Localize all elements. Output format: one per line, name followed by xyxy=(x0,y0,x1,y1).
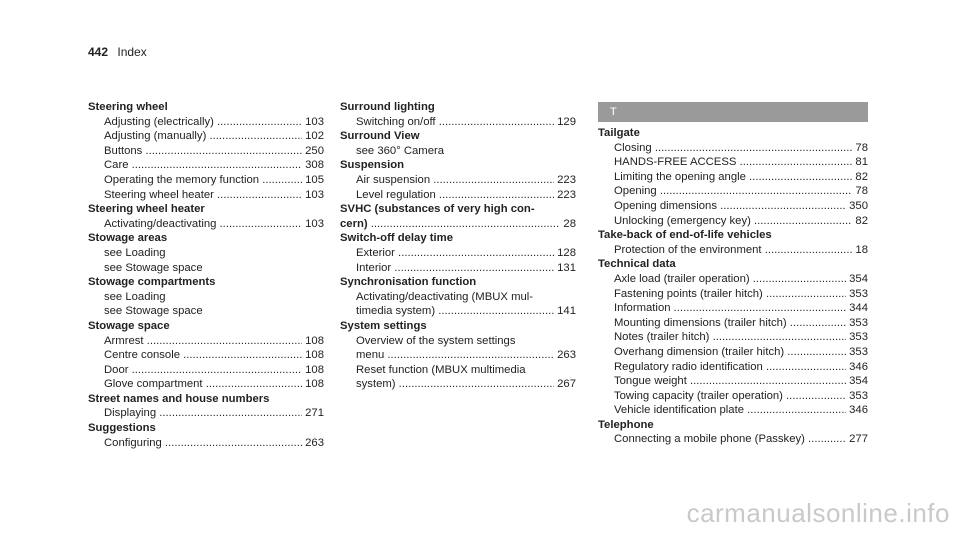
index-entry[interactable]: Opening dimensions ..... 350 xyxy=(598,199,868,214)
page-title: Index xyxy=(117,45,147,59)
index-heading: Surround View xyxy=(340,130,420,143)
index-heading: Suggestions xyxy=(88,422,156,435)
index-entry[interactable]: Overhang dimension (trailer hitch) ..... 353 xyxy=(598,345,868,360)
index-heading: Stowage space xyxy=(88,319,170,332)
index-entry-text: Overview of the system settings xyxy=(356,334,516,347)
index-heading: Street names and house numbers xyxy=(88,392,270,405)
index-column-3 xyxy=(598,102,868,447)
index-heading: Synchronisation function xyxy=(340,276,477,289)
index-entry[interactable]: Closing ..... 78 xyxy=(598,141,868,156)
index-entry-text: Reset function (MBUX multimedia xyxy=(356,363,526,376)
index-heading: System settings xyxy=(340,319,427,332)
index-entry[interactable]: Limiting the opening angle ..... 82 xyxy=(598,170,868,185)
index-entry[interactable]: Care ..... 308 xyxy=(88,158,324,173)
index-entry-text: Activating/deactivating (MBUX mul- xyxy=(356,290,534,303)
index-entry[interactable]: Configuring ..... 263 xyxy=(88,436,324,451)
index-entry[interactable]: Protection of the environment ..... 18 xyxy=(598,243,868,258)
index-entry[interactable]: Glove compartment ..... 108 xyxy=(88,377,324,392)
index-entry[interactable]: cern) ..... 28 xyxy=(340,217,576,232)
index-entry[interactable]: Mounting dimensions (trailer hitch) ..... 353 xyxy=(598,316,868,331)
index-entry[interactable]: Armrest ..... 108 xyxy=(88,334,324,349)
see-reference[interactable]: see Stowage space xyxy=(104,261,203,274)
index-entry[interactable]: Towing capacity (trailer operation) ..... 353 xyxy=(598,389,868,404)
index-entry[interactable]: Steering wheel heater ..... 103 xyxy=(88,188,324,203)
index-entry[interactable]: menu ..... 263 xyxy=(340,348,576,363)
index-heading: SVHC (substances of very high con- xyxy=(340,203,535,216)
index-entry[interactable]: Vehicle identification plate ..... 346 xyxy=(598,403,868,418)
index-entry[interactable]: HANDS-FREE ACCESS ..... 81 xyxy=(598,155,868,170)
section-letter-bar: T xyxy=(598,102,868,122)
index-entry[interactable]: Notes (trailer hitch) ..... 353 xyxy=(598,330,868,345)
see-reference[interactable]: see Stowage space xyxy=(104,305,203,318)
index-heading: Stowage areas xyxy=(88,232,168,245)
index-entry[interactable]: Operating the memory function ..... 105 xyxy=(88,173,324,188)
index-entry[interactable]: Regulatory radio identification ..... 346 xyxy=(598,360,868,375)
index-entry[interactable]: timedia system) ..... 141 xyxy=(340,304,576,319)
index-entry[interactable]: Axle load (trailer operation) ..... 354 xyxy=(598,272,868,287)
index-entry[interactable]: Fastening points (trailer hitch) ..... 353 xyxy=(598,287,868,302)
index-heading: Telephone xyxy=(598,418,654,431)
index-entry[interactable]: system) ..... 267 xyxy=(340,377,576,392)
index-entry[interactable]: Buttons ..... 250 xyxy=(88,144,324,159)
index-heading: Switch-off delay time xyxy=(340,232,453,245)
index-entry[interactable]: Centre console ..... 108 xyxy=(88,348,324,363)
index-heading: Take-back of end-of-life vehicles xyxy=(598,229,772,242)
index-entry[interactable]: Adjusting (manually) ..... 102 xyxy=(88,129,324,144)
index-heading: Technical data xyxy=(598,258,676,271)
index-entry[interactable]: Opening ..... 78 xyxy=(598,184,868,199)
index-entry[interactable]: Switching on/off ..... 129 xyxy=(340,115,576,130)
index-heading: Tailgate xyxy=(598,127,640,139)
index-entry[interactable]: Air suspension ..... 223 xyxy=(340,173,576,188)
index-entry[interactable]: Tongue weight ..... 354 xyxy=(598,374,868,389)
index-entry[interactable]: Interior ..... 131 xyxy=(340,261,576,276)
index-heading: Surround lighting xyxy=(340,101,435,113)
index-entry[interactable]: Activating/deactivating ..... 103 xyxy=(88,217,324,232)
index-entry[interactable]: Connecting a mobile phone (Passkey) ..... 277 xyxy=(598,432,868,447)
page-header xyxy=(88,45,147,59)
index-entry[interactable]: Level regulation ..... 223 xyxy=(340,188,576,203)
index-entry[interactable]: Adjusting (electrically) ..... 103 xyxy=(88,115,324,130)
see-reference[interactable]: see 360° Camera xyxy=(356,144,445,157)
index-heading: Steering wheel heater xyxy=(88,203,205,216)
index-heading: Stowage compartments xyxy=(88,276,216,289)
index-heading: Steering wheel xyxy=(88,101,168,113)
index-entry[interactable]: Information ..... 344 xyxy=(598,301,868,316)
index-heading: Suspension xyxy=(340,159,405,172)
index-entry[interactable]: Door ..... 108 xyxy=(88,363,324,378)
watermark: carmanualsonline.info xyxy=(686,498,950,528)
index-entry[interactable]: Displaying ..... 271 xyxy=(88,406,324,421)
index-column-2 xyxy=(340,100,576,392)
see-reference[interactable]: see Loading xyxy=(104,290,166,303)
index-entry[interactable]: Exterior ..... 128 xyxy=(340,246,576,261)
index-column-1 xyxy=(88,100,324,450)
index-entry[interactable]: Unlocking (emergency key) ..... 82 xyxy=(598,214,868,229)
page-number: 442 xyxy=(88,45,109,59)
see-reference[interactable]: see Loading xyxy=(104,246,166,259)
